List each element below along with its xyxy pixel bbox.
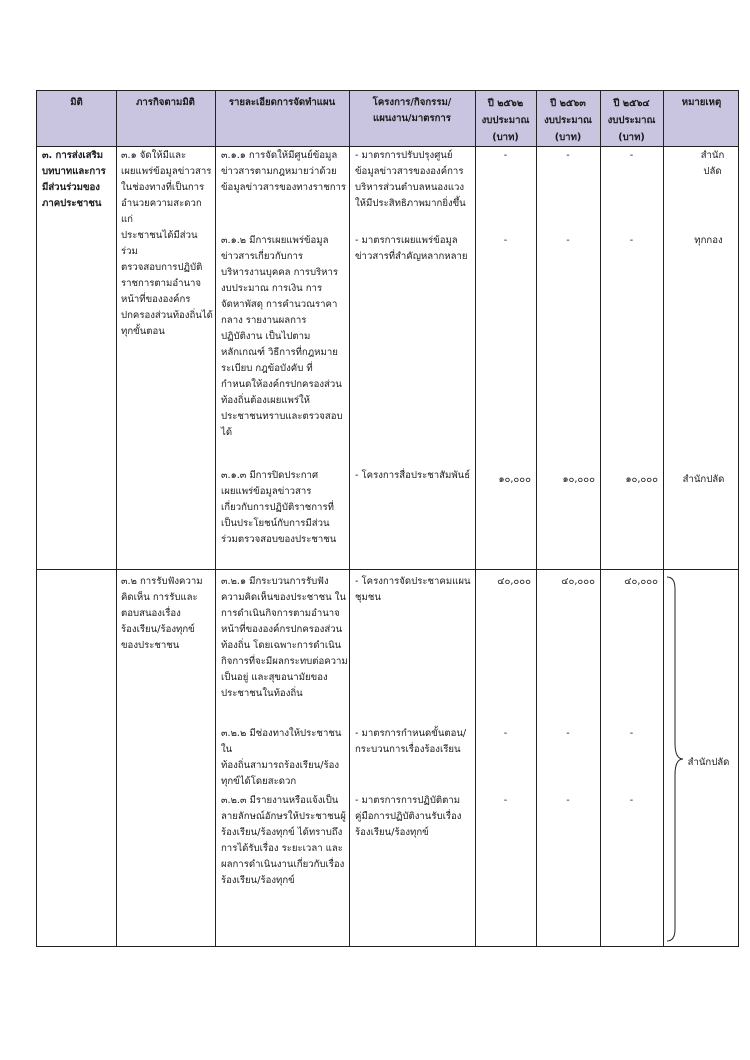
remark-3-1-1: สำนัก ปลัด	[700, 150, 725, 177]
budget-2562: -	[503, 795, 508, 806]
budget-2564: ๔๐,๐๐๐	[624, 576, 658, 587]
mission-3-1: ๓.๑ จัดให้มีและ เผยแพร่ข้อมูลข่าวสาร ในช่องทางที่เป็นการ อำนวยความสะดวกแก่ ประชาชนได้มีส่วนร่วม ตรวจสอบการปฏิบัติ ราชการตามอำนาจ หน้าที่ขององค์กร ปกครองส่วนท้องถิ่นได้ ทุกขั้นตอน	[121, 150, 213, 337]
header-mission: ภารกิจตามมิติ	[136, 97, 195, 108]
detail-3-2-2: ๓.๒.๒ มีช่องทางให้ประชาชนใน ท้องถิ่นสามารถร้องเรียน/ร้อง ทุกข์ได้โดยสะดวก	[221, 728, 342, 787]
column-divider	[349, 91, 350, 946]
budget-2564: -	[629, 795, 634, 806]
budget-2563: -	[566, 150, 570, 161]
dimension-label: ๓. การส่งเสริม บทบาทและการ มีส่วนร่วมของ ภาคประชาชน	[42, 150, 106, 209]
mission-3-2: ๓.๒ การรับฟังความ คิดเห็น การรับและ ตอบสนองเรื่อง ร้องเรียน/ร้องทุกข์ ของประชาชน	[121, 576, 203, 651]
project-3-1-2: - มาตรการเผยแพร่ข้อมูล ข่าวสารที่สำคัญหลากหลาย	[355, 235, 468, 262]
budget-2563: -	[566, 728, 570, 739]
budget-2562: ๔๐,๐๐๐	[497, 576, 531, 587]
project-3-1-1: - มาตรการปรับปรุงศูนย์ ข้อมูลข่าวสารขององค์การ บริหารส่วนตำบลหนองแวง ให้มีประสิทธิภาพมากยิ่งขึ้น	[355, 150, 466, 209]
header-plan-detail: รายละเอียดการจัดทำแผน	[228, 97, 336, 108]
budget-2562: -	[503, 150, 508, 161]
budget-2563: -	[566, 795, 570, 806]
header-budget-2564: ปี ๒๕๖๔ งบประมาณ (บาท)	[607, 98, 656, 143]
detail-3-2-1: ๓.๒.๑ มีกระบวนการรับฟัง ความคิดเห็นของประชาชน ใน การดำเนินกิจการตามอำนาจ หน้าที่ขององค์กรปกครองส่วน ท้องถิ่น โดยเฉพาะการดำเนิน กิจการที่จะมีผลกระทบต่อความ เป็นอยู่ และสุขอนามัยของ ประชาชนในท้องถิ่น	[221, 576, 348, 699]
budget-2563: -	[566, 235, 570, 246]
detail-3-1-1: ๓.๑.๑ การจัดให้มีศูนย์ข้อมูล ข่าวสารตามกฎหมายว่าด้วย ข้อมูลข่าวสารของทางราชการ	[221, 150, 347, 193]
remark-3-1-3: สำนักปลัด	[682, 474, 725, 485]
remark-3-1-2: ทุกกอง	[694, 235, 723, 246]
project-3-2-3: - มาตรการการปฏิบัติตาม คู่มือการปฏิบัติงานรับเรื่อง ร้องเรียน/ร้องทุกข์	[355, 795, 462, 838]
remark-3-2: สำนักปลัด	[687, 757, 730, 768]
header-dimension: มิติ	[70, 97, 83, 108]
header-budget-2562: ปี ๒๕๖๒ งบประมาณ (บาท)	[481, 98, 530, 143]
budget-2562: -	[503, 235, 508, 246]
column-divider	[600, 91, 601, 946]
budget-2564: ๑๐,๐๐๐	[625, 474, 658, 485]
budget-2564: -	[629, 728, 634, 739]
budget-2562: -	[503, 728, 508, 739]
detail-3-2-3: ๓.๒.๓ มีรายงานหรือแจ้งเป็น ลายลักษณ์อักษรให้ประชาชนผู้ ร้องเรียน/ร้องทุกข์ ได้ทราบถึง การได้รับเรื่อง ระยะเวลา และ ผลการดำเนินงานเกี่ยวกับเรื่อง ร้องเรียน/ร้องทุกข์	[221, 795, 346, 886]
project-3-2-1: - โครงการจัดประชาคมแผน ชุมชน	[355, 576, 471, 603]
header-remark: หมายเหตุ	[681, 97, 722, 108]
project-3-2-2: - มาตรการกำหนดขั้นตอน/ กระบวนการเรื่องร้องเรียน	[355, 728, 467, 755]
project-3-1-3: - โครงการสื่อประชาสัมพันธ์	[355, 470, 471, 481]
header-divider	[37, 146, 738, 147]
column-divider	[536, 91, 537, 946]
plan-table	[36, 90, 739, 947]
budget-2562: ๑๐,๐๐๐	[498, 474, 531, 485]
section-divider	[37, 569, 738, 570]
budget-2563: ๔๐,๐๐๐	[561, 576, 595, 587]
budget-2564: -	[629, 150, 634, 161]
column-divider	[116, 91, 117, 946]
budget-2563: ๑๐,๐๐๐	[562, 474, 595, 485]
detail-3-1-2: ๓.๑.๒ มีการเผยแพร่ข้อมูล ข่าวสารเกี่ยวกับการ บริหารงานบุคคล การบริหาร งบประมาณ การเงิน การ จัดหาพัสดุ การคำนวณราคา กลาง รายงานผลการ ปฏิบัติงาน เป็นไปตาม หลักเกณฑ์ วิธีการที่กฎหมาย ระเบียบ กฎข้อบังคับ ที่ กำหนดให้องค์กรปกครองส่วน ท้องถิ่นต้องเผยแพร่ให้ ประชาชนทราบและตรวจสอบ ได้	[221, 235, 343, 438]
budget-2564: -	[629, 235, 634, 246]
header-project: โครงการ/กิจกรรม/ แผนงาน/มาตรการ	[372, 97, 452, 124]
column-divider	[475, 91, 476, 946]
header-budget-2563: ปี ๒๕๖๓ งบประมาณ (บาท)	[544, 98, 592, 143]
column-divider	[215, 91, 216, 946]
detail-3-1-3: ๓.๑.๓ มีการปิดประกาศ เผยแพร่ข้อมูลข่าวสาร เกี่ยวกับการปฏิบัติราชการที่ เป็นประโยชน์กับการมีส่วน ร่วมตรวจสอบของประชาชน	[221, 470, 337, 545]
